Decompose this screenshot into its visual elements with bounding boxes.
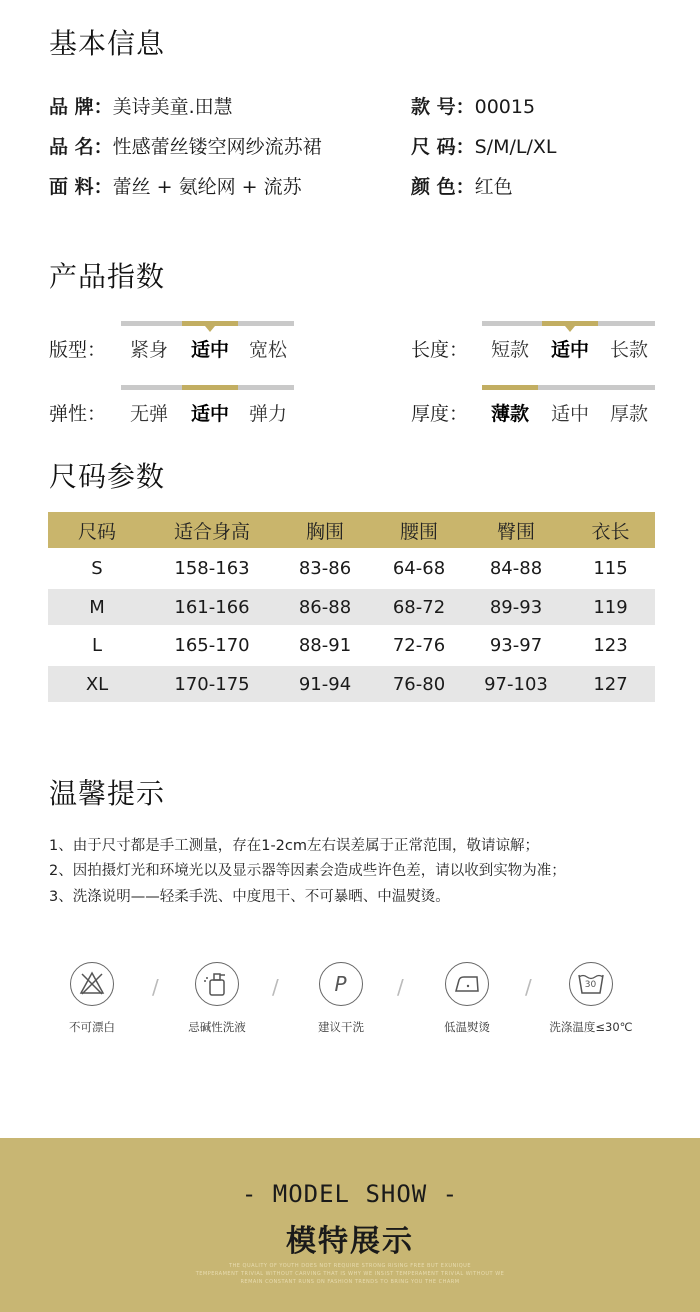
care-label: 建议干洗 [318, 1020, 364, 1034]
size-header-cell: 腰围 [372, 512, 466, 548]
index-fit-option: 适中 [190, 339, 229, 361]
size-cell: 88-91 [298, 635, 352, 656]
wash-temp-glyph: 30 [584, 980, 597, 990]
size-table [48, 512, 655, 702]
index-elasticity [49, 385, 299, 435]
index-elasticity-highlight [182, 385, 238, 390]
size-cell: 158-163 [174, 558, 250, 579]
info-row-brand [49, 92, 669, 120]
divider-slash: / [272, 975, 279, 999]
size-cell: 84-88 [489, 558, 543, 579]
index-thickness-label: 厚度： [411, 403, 469, 425]
model-show-title-en: - MODEL SHOW - [241, 1180, 459, 1208]
size-cell: 119 [566, 589, 655, 625]
divider-slash: / [397, 975, 404, 999]
care-label: 忌碱性洗液 [188, 1020, 246, 1034]
style-no-label: 款 号： [411, 96, 475, 118]
index-fit-option: 紧身 [129, 339, 168, 361]
size-header-cell: 臀围 [466, 512, 566, 548]
color-label: 颜 色： [411, 176, 475, 198]
size-cell: S [91, 558, 103, 579]
size-cell: XL [48, 666, 146, 702]
size-cell: 97-103 [466, 666, 566, 702]
style-no-value: 00015 [474, 96, 536, 118]
index-fit-option: 宽松 [248, 339, 287, 361]
size-cell: 86-88 [278, 589, 372, 625]
care-dry-clean [291, 962, 391, 1035]
index-thickness-option: 薄款 [490, 403, 529, 425]
size-cell: 68-72 [372, 589, 466, 625]
brand-label: 品 牌： [49, 96, 113, 118]
size-cell: 127 [566, 666, 655, 702]
size-header-cell: 衣长 [566, 512, 655, 548]
low-temp-iron-icon [445, 962, 489, 1006]
dry-clean-glyph: P [334, 972, 347, 996]
care-wash-temp [541, 962, 641, 1035]
index-thickness [411, 385, 661, 435]
table-row [48, 625, 655, 666]
size-cell: L [91, 635, 103, 656]
no-bleach-icon [70, 962, 114, 1006]
tip-line: 1、由于尺寸都是手工测量，存在1-2cm左右误差属于正常范围，敬请谅解； [49, 838, 540, 854]
care-label: 洗涤温度≤30℃ [549, 1020, 633, 1034]
size-cell: 64-68 [392, 558, 446, 579]
dry-clean-icon [319, 962, 363, 1006]
size-cell: 93-97 [489, 635, 543, 656]
size-cell: 76-80 [372, 666, 466, 702]
index-thickness-option: 适中 [550, 403, 589, 425]
tip-line: 3、洗涤说明——轻柔手洗、中度甩干、不可暴晒、中温熨烫。 [49, 889, 450, 905]
model-show-subtext-line: REMAIN CONSTANT RUNS ON FASHION TRENDS TO BRING YOU THE CHARM [240, 1279, 460, 1285]
size-label: 尺 码： [411, 136, 475, 158]
tip-line: 2、因拍摄灯光和环境光以及显示器等因素会造成些许色差，请以收到实物为准； [49, 863, 566, 879]
size-cell: 165-170 [174, 635, 250, 656]
model-show-title-cn: 模特展示 [286, 1224, 414, 1259]
product-name-label: 品 名： [49, 136, 113, 158]
care-label: 低温熨烫 [444, 1020, 490, 1034]
size-cell: 123 [593, 635, 628, 656]
product-name-value: 性感蕾丝镂空网纱流苏裙 [112, 136, 322, 158]
index-fit-marker [205, 326, 215, 332]
care-no-alkaline [167, 962, 267, 1035]
model-show-subtext [0, 1262, 700, 1286]
index-elasticity-label: 弹性： [49, 403, 107, 425]
care-low-iron [417, 962, 517, 1035]
index-thickness-highlight [482, 385, 538, 390]
index-elasticity-option: 无弹 [129, 403, 168, 425]
divider-slash: / [152, 975, 159, 999]
wash-temperature-icon [569, 962, 613, 1006]
table-row [48, 548, 655, 589]
index-length-marker [565, 326, 575, 332]
size-cell: 170-175 [146, 666, 278, 702]
size-cell: M [48, 589, 146, 625]
size-table-header [48, 512, 655, 548]
fabric-label: 面 料： [49, 176, 113, 198]
size-cell: 89-93 [466, 589, 566, 625]
size-value: S/M/L/XL [474, 136, 557, 158]
color-value: 红色 [474, 176, 513, 198]
size-cell: 161-166 [146, 589, 278, 625]
no-alkaline-detergent-icon [195, 962, 239, 1006]
size-header-cell: 胸围 [278, 512, 372, 548]
index-length-option: 适中 [550, 339, 589, 361]
index-fit [49, 321, 299, 371]
care-no-bleach [42, 962, 142, 1035]
size-cell: 91-94 [278, 666, 372, 702]
info-row-fabric [49, 172, 669, 200]
index-elasticity-option: 适中 [190, 403, 229, 425]
index-length [411, 321, 661, 371]
care-label: 不可漂白 [69, 1020, 115, 1034]
size-header-cell: 适合身高 [146, 512, 278, 548]
table-row [48, 666, 655, 702]
index-length-label: 长度： [411, 339, 469, 361]
model-show-banner [0, 1138, 700, 1312]
product-index-title: 产品指数 [49, 260, 166, 293]
divider-slash: / [525, 975, 532, 999]
index-length-option: 长款 [609, 339, 648, 361]
basic-info-title: 基本信息 [49, 27, 166, 60]
model-show-subtext-line: TEMPERAMENT TRIVIAL WITHOUT CARVING THAT IS WHY WE INSIST TEMPERAMENT TRIVIAL WITHOUT WE [195, 1271, 505, 1277]
index-fit-label: 版型： [49, 339, 107, 361]
size-header-cell: 尺码 [48, 512, 146, 548]
brand-value: 美诗美童.田慧 [112, 96, 233, 118]
size-cell: 83-86 [298, 558, 352, 579]
size-chart-title: 尺码参数 [49, 460, 166, 493]
size-cell: 72-76 [392, 635, 446, 656]
tips-title: 温馨提示 [49, 777, 166, 810]
fabric-value: 蕾丝 + 氨纶网 + 流苏 [112, 176, 302, 198]
size-cell: 115 [593, 558, 628, 579]
index-thickness-option: 厚款 [609, 403, 648, 425]
table-row [48, 589, 655, 625]
index-length-option: 短款 [490, 339, 529, 361]
model-show-subtext-line: THE QUALITY OF YOUTH DOES NOT REQUIRE STRONG RISING FREE BUT EXUNIQUE [228, 1263, 472, 1269]
index-elasticity-option: 弹力 [248, 403, 287, 425]
info-row-name [49, 132, 669, 160]
